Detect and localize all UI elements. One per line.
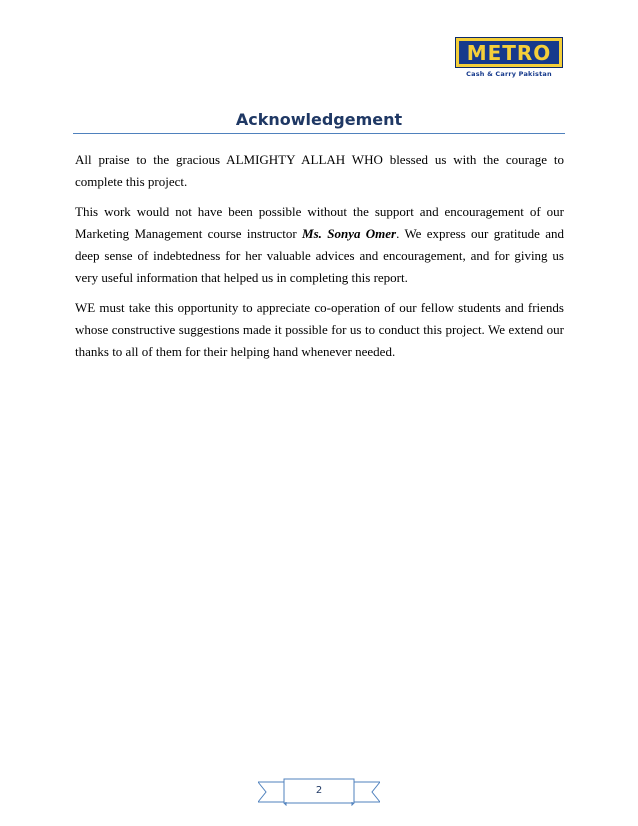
paragraph-2-text-start: This work would not have been possible without the support and encouragement of our Marketing Management course instructor [75, 204, 564, 241]
page-title: Acknowledgement [235, 110, 403, 129]
page-number: 2 [315, 785, 323, 796]
logo-box [455, 37, 563, 68]
logo-text: METRO [466, 40, 552, 65]
paragraph-2-text-end: . We express our gratitude and deep sense of indebtedness for her valuable advices and encouragement, and for giving us very useful information that helped us in completing this report. [75, 226, 564, 285]
logo-inner [459, 41, 559, 64]
heading-divider [73, 133, 565, 134]
paragraph-3-text: WE must take this opportunity to appreciate co-operation of our fellow students and friends whose constructive suggestions made it possible for us to conduct this project. We extend our thanks to all of them for their helping hand whenever needed. [75, 300, 564, 359]
instructor-name: Ms. Sonya Omer [302, 226, 397, 241]
logo-subtitle: Cash & Carry Pakistan [466, 70, 552, 78]
paragraph-1 [75, 149, 564, 193]
paragraph-3 [75, 297, 564, 363]
paragraph-2 [75, 201, 564, 289]
page-number-ribbon [258, 778, 380, 806]
paragraph-1-text: All praise to the gracious ALMIGHTY ALLAH WHO blessed us with the courage to complete this project. [75, 152, 564, 189]
metro-logo [455, 37, 563, 82]
acknowledgement-body [75, 149, 564, 371]
